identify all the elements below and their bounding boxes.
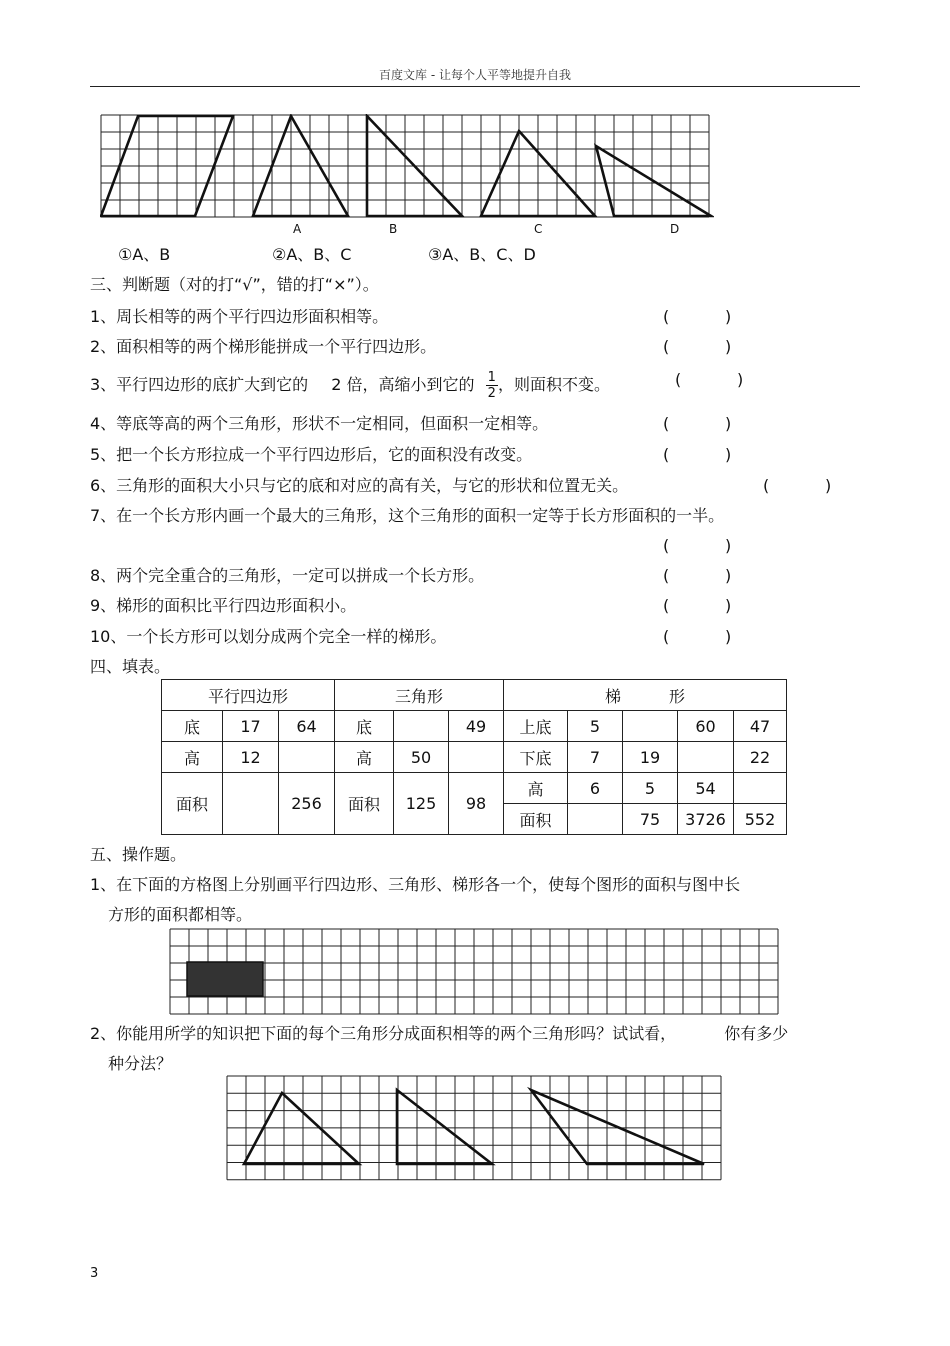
z-top-4: 47 [734,711,787,742]
choice-3: ③A、B、C、D [428,245,536,264]
p-height-label: 高 [162,742,223,773]
answer-paren-close-1: ) [725,307,732,326]
z-area-3: 3726 [678,804,734,835]
t-height-2 [449,742,504,773]
answer-paren-open-5: ( [663,445,670,464]
op-question-1-line2: 方形的面积都相等。 [108,905,253,924]
fill-table [161,679,787,835]
answer-paren-close-9: ) [725,596,732,615]
z-area-1 [568,804,623,835]
answer-paren-close-4: ) [725,414,732,433]
header-rule [90,86,860,87]
answer-paren-open-8: ( [663,566,670,585]
header-triangle: 三角形 [335,680,504,711]
choice-2: ②A、B、C [272,245,352,264]
answer-paren-close-5: ) [725,445,732,464]
p-area-2: 256 [279,773,335,835]
answer-paren-close-2: ) [725,337,732,356]
z-area-2: 75 [623,804,678,835]
z-top-1: 5 [568,711,623,742]
triangles-grid [226,1075,723,1181]
judge-item-3-text-c: ，则面积不变。 [497,375,610,394]
z-bottom-2: 19 [623,742,678,773]
z-height-1: 6 [568,773,623,804]
shapes-grid-figure [100,114,714,220]
p-area-label: 面积 [162,773,223,835]
z-bottom-1: 7 [568,742,623,773]
judge-item-2: 2、面积相等的两个梯形能拼成一个平行四边形。 [90,337,437,356]
op-question-2-line1 [90,1024,788,1044]
p-base-2: 64 [279,711,335,742]
op-question-1-line1: 1、在下面的方格图上分别画平行四边形、三角形、梯形各一个，使每个图形的面积与图中长 [90,875,741,894]
answer-paren-open-2: ( [663,337,670,356]
z-top-label: 上底 [504,711,568,742]
judge-item-10: 10、一个长方形可以划分成两个完全一样的梯形。 [90,627,447,646]
drawing-grid [169,928,781,1015]
z-height-2: 5 [623,773,678,804]
t-base-1 [394,711,449,742]
triangle-3-shape [531,1090,704,1164]
t-area-label: 面积 [335,773,394,835]
op-question-2-text-b: 你有多少 [724,1024,789,1043]
header-trapezoid: 梯 形 [504,680,787,711]
t-height-1: 50 [394,742,449,773]
answer-paren-open-4: ( [663,414,670,433]
fraction-denominator: 2 [487,386,496,401]
header-parallelogram: 平行四边形 [162,680,335,711]
judge-item-6: 6、三角形的面积大小只与它的底和对应的高有关，与它的形状和位置无关。 [90,476,629,495]
label-a: A [293,222,302,236]
judge-item-3-text-b: 2 倍，高缩小到它的 [331,375,475,394]
shaded-rectangle [187,962,263,996]
label-c: C [534,222,543,236]
p-height-2 [279,742,335,773]
judge-item-3 [90,370,610,401]
judge-item-9: 9、梯形的面积比平行四边形面积小。 [90,596,357,615]
z-top-2 [623,711,678,742]
answer-paren-close-8: ) [725,566,732,585]
judge-item-5: 5、把一个长方形拉成一个平行四边形后，它的面积没有改变。 [90,445,533,464]
triangle-d-shape [596,146,711,216]
t-area-1: 125 [394,773,449,835]
t-area-2: 98 [449,773,504,835]
page-header: 百度文库 - 让每个人平等地提升自我 [379,68,571,82]
answer-paren-open-6: ( [763,476,770,495]
t-base-2: 49 [449,711,504,742]
answer-paren-close-3: ) [737,370,744,389]
triangle-1-shape [244,1093,359,1164]
judge-item-1: 1、周长相等的两个平行四边形面积相等。 [90,307,389,326]
z-area-label: 面积 [504,804,568,835]
z-bottom-label: 下底 [504,742,568,773]
label-d: D [670,222,680,236]
z-area-4: 552 [734,804,787,835]
z-top-3: 60 [678,711,734,742]
p-area-1 [223,773,279,835]
answer-paren-open-9: ( [663,596,670,615]
page-number: 3 [90,1266,99,1281]
z-bottom-3 [678,742,734,773]
z-height-3: 54 [678,773,734,804]
fraction-one-half [486,370,498,401]
judge-item-3-text-a: 3、平行四边形的底扩大到它的 [90,375,309,394]
z-height-label: 高 [504,773,568,804]
p-base-label: 底 [162,711,223,742]
fraction-numerator: 1 [487,370,496,385]
triangle-2-shape [397,1090,492,1164]
t-height-label: 高 [335,742,394,773]
answer-paren-open-1: ( [663,307,670,326]
z-height-4 [734,773,787,804]
op-question-2-text-a: 2、你能用所学的知识把下面的每个三角形分成面积相等的两个三角形吗？试试看， [90,1024,677,1043]
t-base-label: 底 [335,711,394,742]
answer-paren-open-3: ( [675,370,682,389]
answer-paren-open-7: ( [663,536,670,555]
answer-paren-close-7: ) [725,536,732,555]
judge-item-8: 8、两个完全重合的三角形，一定可以拼成一个长方形。 [90,566,485,585]
label-b: B [389,222,398,236]
p-base-1: 17 [223,711,279,742]
z-bottom-4: 22 [734,742,787,773]
p-height-1: 12 [223,742,279,773]
answer-paren-close-10: ) [725,627,732,646]
section5-title: 五、操作题。 [90,845,187,864]
answer-paren-close-6: ) [825,476,832,495]
answer-paren-open-10: ( [663,627,670,646]
op-question-2-line2: 种分法？ [108,1054,173,1073]
choice-1: ①A、B [118,245,171,264]
judge-item-4: 4、等底等高的两个三角形，形状不一定相同，但面积一定相等。 [90,414,549,433]
judge-item-7: 7、在一个长方形内画一个最大的三角形，这个三角形的面积一定等于长方形面积的一半。 [90,506,725,525]
section4-title: 四、填表。 [90,657,171,676]
section3-title: 三、判断题（对的打“√”，错的打“×”）。 [90,275,379,294]
